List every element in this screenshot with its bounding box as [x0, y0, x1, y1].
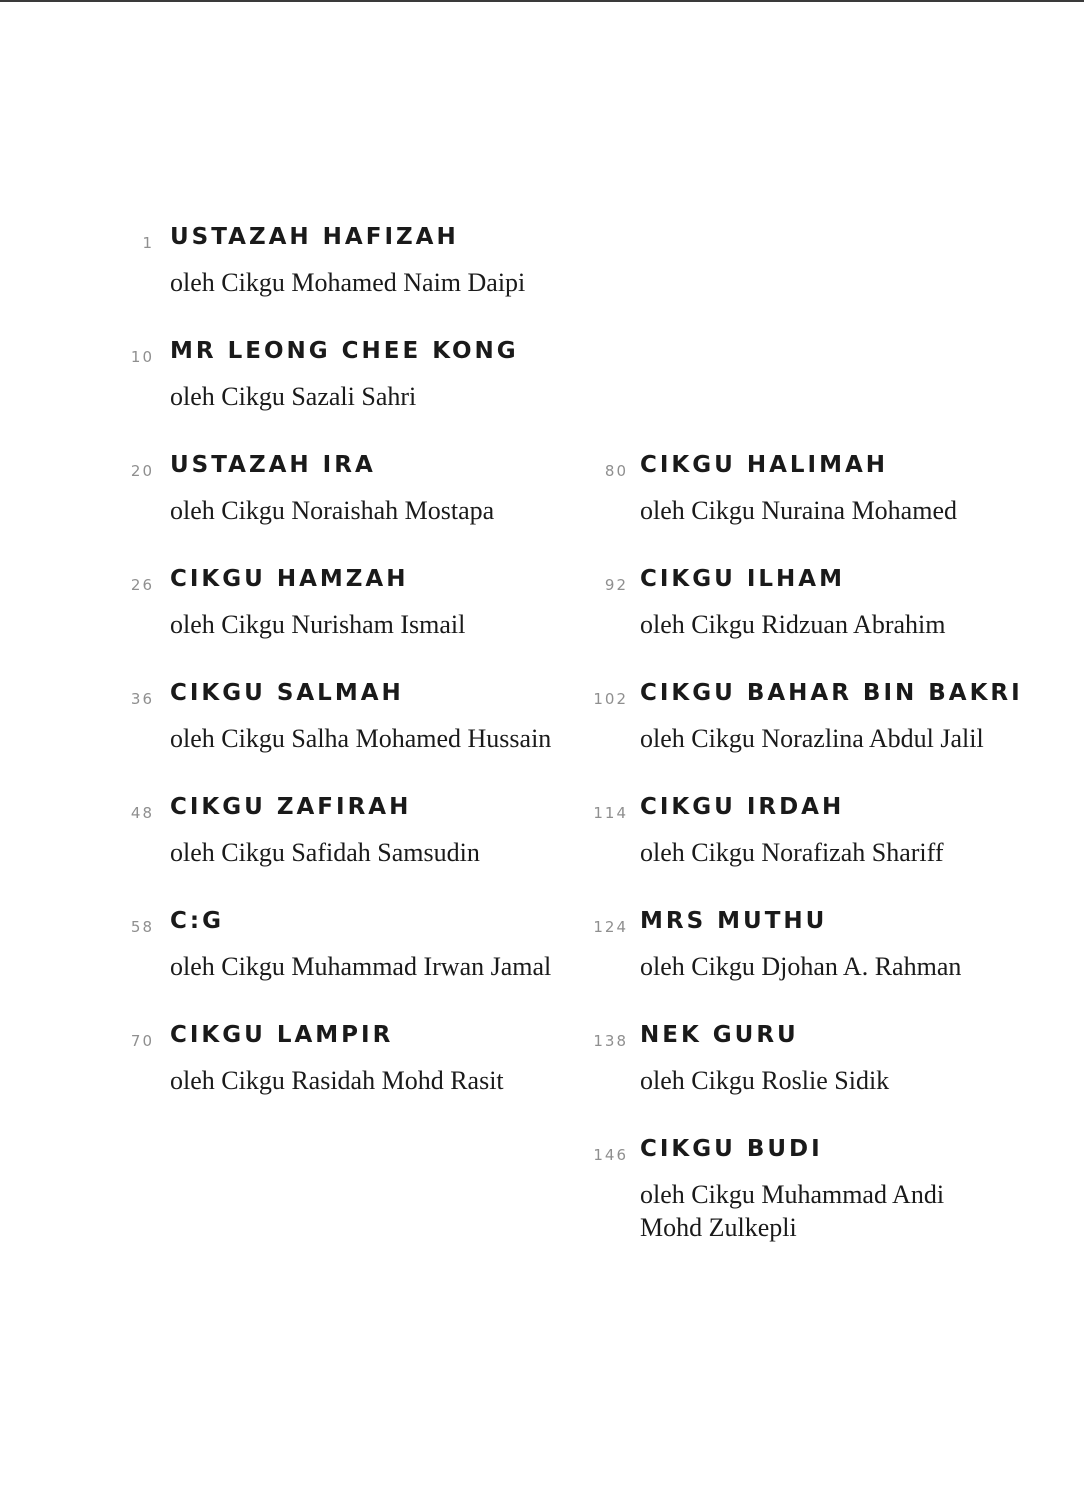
story-title: C:G: [170, 908, 224, 934]
story-title: CIKGU ILHAM: [640, 566, 845, 592]
page-number: 92: [604, 576, 628, 594]
story-title: CIKGU HAMZAH: [170, 566, 409, 592]
page-number: 58: [130, 918, 154, 936]
page-number: 102: [593, 690, 628, 708]
story-author: oleh Cikgu Sazali Sahri: [170, 382, 417, 411]
story-author: oleh Cikgu Rasidah Mohd Rasit: [170, 1066, 504, 1095]
page-number: 124: [593, 918, 628, 936]
page-number: 48: [130, 804, 154, 822]
page-number: 146: [593, 1146, 628, 1164]
page-number: 26: [130, 576, 154, 594]
page-number: 70: [130, 1032, 154, 1050]
story-title: CIKGU ZAFIRAH: [170, 794, 412, 820]
story-title: MR LEONG CHEE KONG: [170, 338, 519, 364]
story-author-line-1: oleh Cikgu Muhammad Andi: [640, 1180, 945, 1209]
story-author: oleh Cikgu Roslie Sidik: [640, 1066, 890, 1095]
story-title: CIKGU BUDI: [640, 1136, 823, 1162]
story-author: oleh Cikgu Muhammad Irwan Jamal: [170, 952, 552, 981]
page-number: 10: [130, 348, 154, 366]
page-number: 138: [593, 1032, 628, 1050]
story-author: oleh Cikgu Nurisham Ismail: [170, 610, 466, 639]
story-title: USTAZAH IRA: [170, 452, 376, 478]
page-number: 80: [604, 462, 628, 480]
story-author: oleh Cikgu Salha Mohamed Hussain: [170, 724, 552, 753]
story-author: oleh Cikgu Norazlina Abdul Jalil: [640, 724, 984, 753]
story-author-line-2: Mohd Zulkepli: [640, 1213, 797, 1242]
page-number: 20: [130, 462, 154, 480]
page-number: 1: [142, 234, 154, 252]
story-author: oleh Cikgu Ridzuan Abrahim: [640, 610, 946, 639]
story-title: CIKGU LAMPIR: [170, 1022, 394, 1048]
story-author: oleh Cikgu Safidah Samsudin: [170, 838, 480, 867]
top-rule: [0, 0, 1084, 2]
story-title: CIKGU SALMAH: [170, 680, 404, 706]
story-title: CIKGU IRDAH: [640, 794, 845, 820]
story-title: CIKGU HALIMAH: [640, 452, 889, 478]
story-title: NEK GURU: [640, 1022, 799, 1048]
story-author: oleh Cikgu Norafizah Shariff: [640, 838, 944, 867]
story-author: oleh Cikgu Nuraina Mohamed: [640, 496, 957, 525]
story-author: oleh Cikgu Noraishah Mostapa: [170, 496, 495, 525]
story-title: USTAZAH HAFIZAH: [170, 224, 459, 250]
story-author: oleh Cikgu Mohamed Naim Daipi: [170, 268, 526, 297]
story-author: oleh Cikgu Djohan A. Rahman: [640, 952, 962, 981]
story-title: MRS MUTHU: [640, 908, 828, 934]
story-title: CIKGU BAHAR BIN BAKRI: [640, 680, 1023, 706]
page-number: 36: [130, 690, 154, 708]
page-number: 114: [593, 804, 628, 822]
